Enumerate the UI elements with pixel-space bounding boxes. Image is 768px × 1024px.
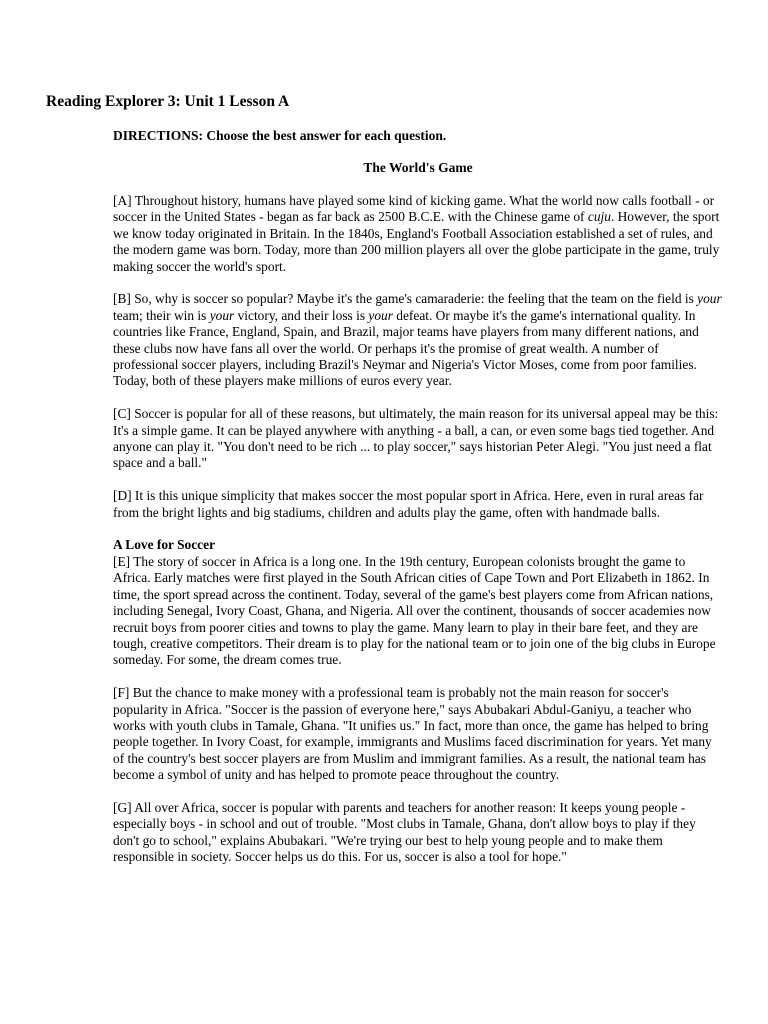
section-subheading: A Love for Soccer	[113, 537, 216, 553]
article-body	[113, 193, 725, 882]
paragraph-a: [A] Throughout history, humans have played some kind of kicking game. What the world now calls football - or soccer in the United States - began as far back as 2500 B.C.E. with the Chinese game of cuju. However, the sport we know today originated in Britain. In the 1840s, England's Football Association established a set of rules, and the modern game was born. Today, more than 200 million players all over the globe participate in the game, truly making soccer the world's sport.	[113, 193, 720, 274]
emphasis-your: your	[209, 307, 235, 323]
directions-text: DIRECTIONS: Choose the best answer for each question.	[113, 128, 447, 143]
document-title: Reading Explorer 3: Unit 1 Lesson A	[46, 93, 290, 110]
paragraph-e: [E] The story of soccer in Africa is a long one. In the 19th century, European colonists brought the game to Africa. Early matches were first played in the South African cities of Cape Town and Port Elizabeth in 1862. In time, the sport spread across the continent. Today, several of the game's best players come from African nations, including Senegal, Ivory Coast, Ghana, and Nigeria. All over the continent, thousands of soccer academies now recruit boys from poorer cities and towns to play the game. Many learn to play in their bare feet, and they are tough, creative competitors. Their dream is to play for the national team or to join one of the big clubs in Europe someday. For some, the dream comes true.	[113, 553, 716, 668]
emphasis-your: your	[697, 291, 722, 307]
paragraph-b: [B] So, why is soccer so popular? Maybe it's the game's camaraderie: the feeling that the team on the field is your team; their win is your victory, and their loss is your defeat. Or maybe it's the game's international quality. In countries like France, England, Spain, and Brazil, major teams have players from many different nations, and these clubs now have fans all over the world. Or perhaps it's the promise of great wealth. A number of professional soccer players, including Brazil's Neymar and Nigeria's Victor Moses, come from poor families. Today, both of these players make millions of euros every year.	[113, 291, 722, 389]
article-title: The World's Game	[363, 160, 473, 175]
emphasis-cuju: cuju	[587, 209, 611, 225]
paragraph-d: [D] It is this unique simplicity that makes soccer the most popular sport in Africa. Here, even in rural areas far from the bright lights and big stadiums, children and adults play the game, often with handmade balls.	[113, 488, 704, 520]
paragraph-c: [C] Soccer is popular for all of these reasons, but ultimately, the main reason for its universal appeal may be this: It's a simple game. It can be played anywhere with anything - a ball, a can, or even some bags tied together. And anyone can play it. "You don't need to be rich ... to play soccer," says historian Peter Alegi. "You just need a flat space and a ball."	[113, 406, 719, 471]
paragraph-f: [F] But the chance to make money with a professional team is probably not the main reason for soccer's popularity in Africa. "Soccer is the passion of everyone here," says Abubakari Abdul-Ganiyu, a teacher who works with youth clubs in Tamale, Ghana. "It unifies us." In fact, more than once, the game has helped to bring people together. In Ivory Coast, for example, immigrants and Muslims faced discrimination for years. Yet many of the country's best soccer players are from Muslim and immigrant families. As a result, the national team has become a symbol of unity and has helped to promote peace throughout the country.	[113, 685, 712, 783]
paragraph-g: [G] All over Africa, soccer is popular with parents and teachers for another reason: It keeps young people - especially boys - in school and out of trouble. "Most clubs in Tamale, Ghana, don't allow boys to play if they don't go to school," explains Abubakari. "We're trying our best to help young people and to make them responsible in society. Soccer helps us do this. For us, soccer is also a tool for hope."	[113, 799, 696, 865]
emphasis-your: your	[368, 307, 393, 323]
